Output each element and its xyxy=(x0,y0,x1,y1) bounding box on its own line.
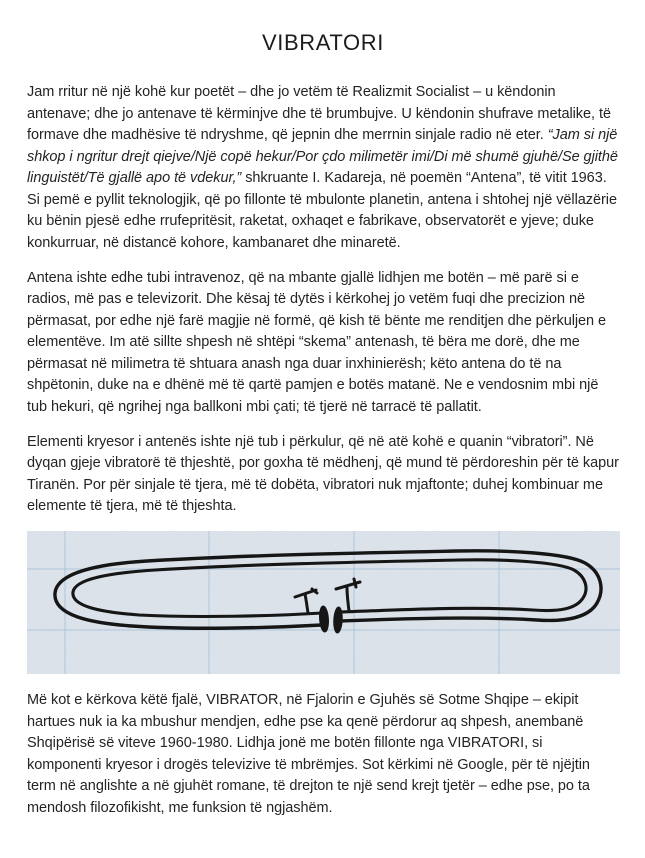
article-body-before-figure xyxy=(27,82,619,518)
antenna-sketch-figure xyxy=(27,531,620,674)
paragraph xyxy=(27,268,619,419)
paragraph xyxy=(27,82,619,254)
article xyxy=(0,30,645,819)
text-segment: Antena ishte edhe tubi intravenoz, që na mbante gjallë lidhjen me botën – më parë si e radios, më pas e televizorit. Dhe kësaj të dytës i kërkohej jo vetëm fuqi dhe precizion në përmasat, por edhe një farë magjie në formë, që kish të bënte me renditjen dhe përkuljen e elementëve. Im atë sillte shpesh në shtëpi “skema” antenash, të bëra me dorë, dhe me përmasat në milimetra të shtuara anash nga duar inxhinierësh; këto antena do të na shpëtonin, duke na e dhënë më të qartë pamjen e botës matanë. Ne e vendosnim mbi një tub hekuri, që ngrihej nga ballkoni mbi çati; të tjerë në tarracë të pallatit. xyxy=(27,269,607,415)
text-segment: shkruante I. Kadareja, në poemën “Antena”, të vitit 1963. Si pemë e pyllit teknologjik, që po fillonte të mbulonte planetin, antena i shtohej një vëllazërie ku bënin pjesë edhe rrufepritësit, raketat, oxhaqet e fabrikave, observatorët e yjeve; duke konkurruar, në distancë kohore, kambanaret dhe minaretë. xyxy=(27,170,617,251)
text-segment: Jam rritur në një kohë kur poetët – dhe jo vetëm të Realizmit Socialist – u këndonin antenave; dhe jo antenave të kërminjve dhe të brumbujve. U këndonin shufrave metalike, të formave dhe madhësive të ndryshme, që jepnin dhe merrnin sinjale radio në eter. xyxy=(27,84,611,143)
paragraph xyxy=(27,432,619,518)
text-segment: Më kot e kërkova këtë fjalë, VIBRATOR, në Fjalorin e Gjuhës së Sotme Shqipe – ekipit hartues nuk ia ka mbushur mendjen, edhe pse ka qenë përdorur aq shpesh, anembanë Shqipërisë së viteve 1960-1980. Lidhja jonë me botën fillonte nga VIBRATORI, si komponenti kryesor i drogës televizive të mbrëmjes. Sot kërkimi në Google, për të njëjtin term në anglishte a në gjuhët romane, të drejton te një send krejt tjetër – edhe pse, po ta mendosh filozofikisht, me funksion të ngjashëm. xyxy=(27,692,590,816)
text-segment: “Jam si një shkop i ngritur drejt qiejve/Një copë hekur/Por çdo milimetër imi/Di më shumë gjuhë/Se gjithë linguistët/Të gjallë apo të vdekur,” xyxy=(27,127,618,186)
folded-dipole-sketch-image xyxy=(27,531,620,674)
text-segment: Elementi kryesor i antenës ishte një tub i përkulur, që në atë kohë e quanin “vibratori”. Në dyqan gjeje vibratorë të thjeshtë, por goxha të mëdhenj, që mund të përdoreshin për të kapur Tiranën. Por për sinjale të tjera, më të dobëta, vibratori nuk mjaftonte; duhej kombinuar me elemente të tjera, më të thjeshta. xyxy=(27,433,619,514)
article-body-after-figure xyxy=(27,690,619,819)
page-title: VIBRATORI xyxy=(262,30,384,55)
paragraph xyxy=(27,690,619,819)
